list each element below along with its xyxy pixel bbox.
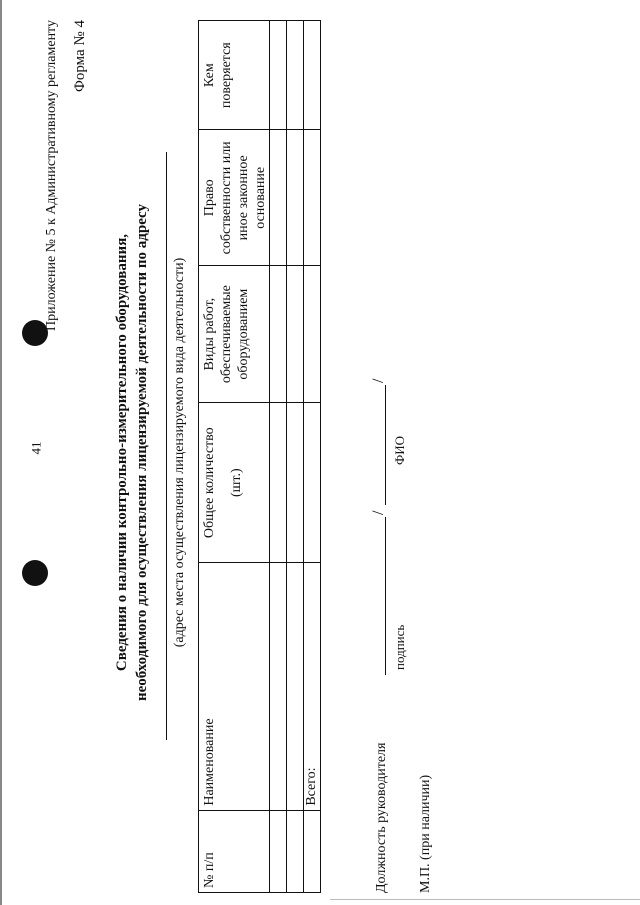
position-label: Должность руководителя <box>374 742 389 893</box>
header-ownership-line2: собственности или <box>219 141 234 255</box>
table-cell <box>304 130 321 266</box>
page-number: 41 <box>28 441 44 455</box>
document-title-line1: Сведения о наличии контрольно-измерительного оборудования, <box>114 233 130 672</box>
form-number: Форма № 4 <box>72 20 88 92</box>
table-cell <box>287 130 304 266</box>
table-cell <box>270 130 287 266</box>
table-row <box>287 21 304 893</box>
header-checker-line2: поверяется <box>219 42 234 109</box>
stamp-label: М.П. (при наличии) <box>418 774 433 893</box>
table-row-total <box>304 21 321 893</box>
header-qty-unit: (шт.) <box>229 468 244 498</box>
header-num: № п/п <box>199 810 270 892</box>
name-line <box>385 385 386 505</box>
header-qty <box>199 402 270 562</box>
signature-caption: подпись <box>392 624 407 670</box>
header-works-line2: обеспечиваемые <box>219 285 234 384</box>
header-name: Наименование <box>199 563 270 810</box>
table-cell <box>270 402 287 562</box>
table-header-row <box>199 21 270 893</box>
signature-slash-left: / <box>370 510 387 515</box>
header-works-line3: оборудованием <box>236 288 251 380</box>
signature-slash-right: / <box>370 378 387 383</box>
table-row <box>270 21 287 893</box>
table-cell <box>287 563 304 810</box>
table-cell <box>304 21 321 130</box>
signature-line <box>385 517 386 675</box>
header-works-line1: Виды работ, <box>202 297 217 371</box>
table-cell <box>304 266 321 403</box>
total-label: Всего: <box>304 563 321 810</box>
header-checker <box>199 21 270 130</box>
header-ownership-line1: Право <box>202 179 217 217</box>
table-cell <box>304 402 321 562</box>
header-works <box>199 266 270 403</box>
address-underline <box>166 152 167 740</box>
header-qty-label: Общее количество <box>202 427 217 539</box>
header-ownership <box>199 130 270 266</box>
equipment-table <box>198 20 321 893</box>
table-cell <box>287 21 304 130</box>
table-cell <box>287 402 304 562</box>
table-cell <box>270 563 287 810</box>
table-cell <box>287 810 304 892</box>
table-cell <box>304 810 321 892</box>
header-ownership-line3: иное законное <box>236 155 251 241</box>
table-cell <box>270 810 287 892</box>
address-caption: (адрес места осуществления лицензируемого вида деятельности) <box>172 257 187 648</box>
appendix-note: Приложение № 5 к Административному регламенту <box>44 20 59 331</box>
header-ownership-line4: основание <box>253 166 268 229</box>
table-cell <box>287 266 304 403</box>
header-checker-line1: Кем <box>202 63 217 88</box>
document-title-line2: необходимого для осуществления лицензируемой деятельности по адресу <box>134 204 150 701</box>
table-cell <box>270 266 287 403</box>
name-caption: ФИО <box>392 435 407 465</box>
table-cell <box>270 21 287 130</box>
